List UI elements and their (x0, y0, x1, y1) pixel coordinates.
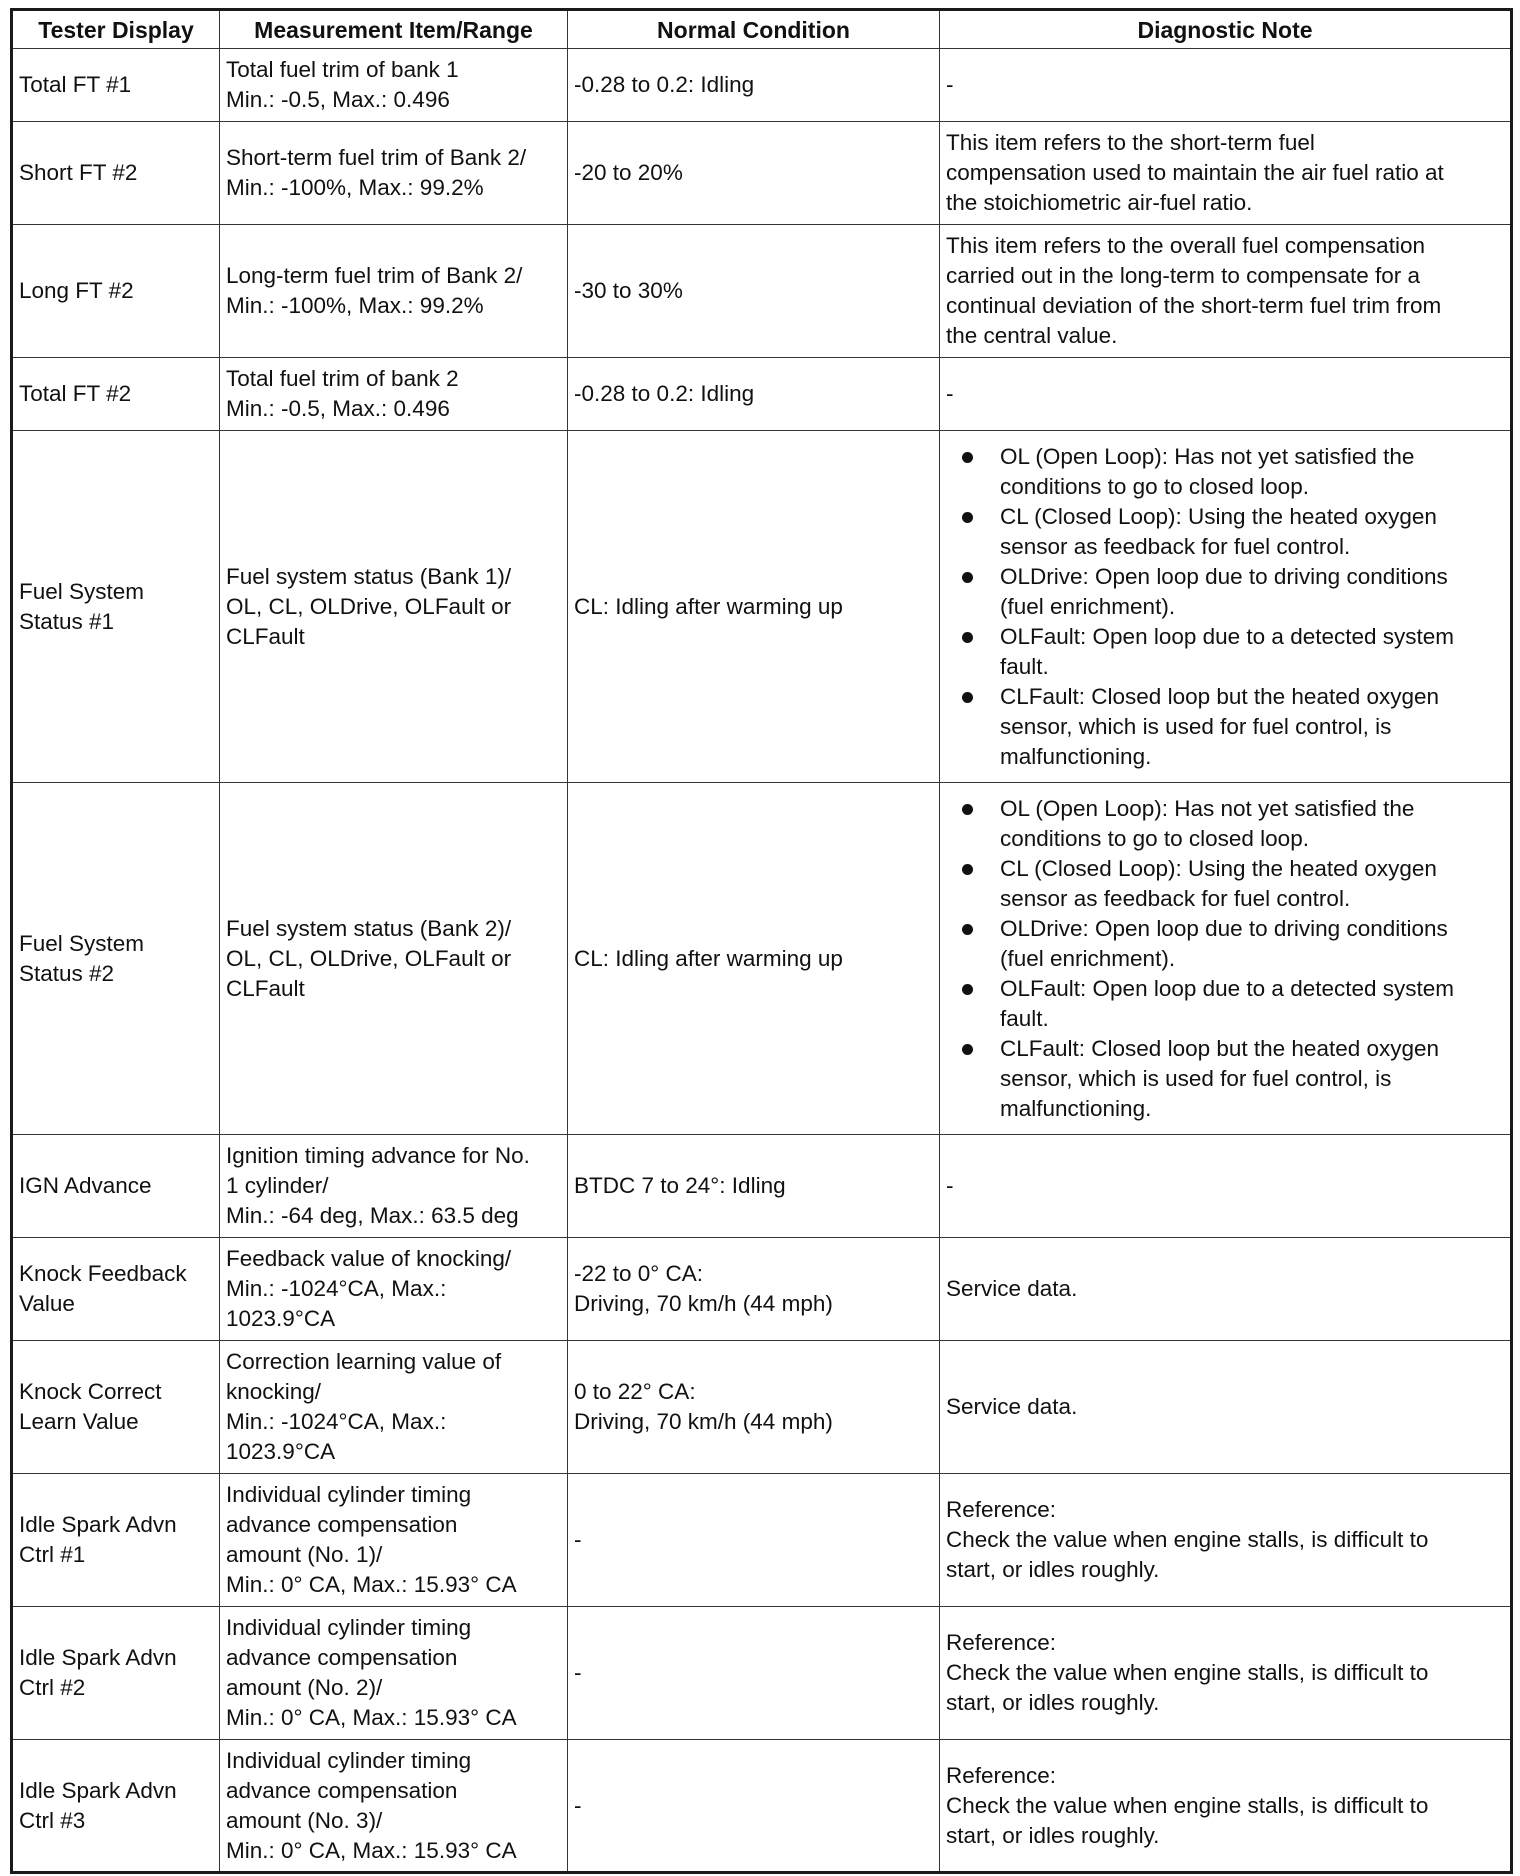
measurement-item-cell-line: Min.: -1024°CA, Max.: (226, 1409, 447, 1434)
measurement-item-cell-line: Ignition timing advance for No. (226, 1143, 530, 1168)
list-item (960, 622, 1504, 682)
diagnostic-note-cell (940, 1341, 1512, 1474)
normal-condition-cell (568, 1341, 940, 1474)
diagnostic-note-cell (940, 1607, 1512, 1740)
header-measurement-item: Measurement Item/Range (220, 10, 568, 49)
bullet-dot-icon (962, 1044, 973, 1055)
tester-display-cell-line: Fuel System (19, 930, 145, 956)
document-page (10, 8, 1510, 1868)
bullet-dot-icon (962, 572, 973, 583)
table-row (12, 358, 1512, 431)
list-item (960, 914, 1504, 974)
normal-condition-cell-line: -0.28 to 0.2: Idling (574, 381, 755, 406)
tester-display-cell-line: Short FT #2 (19, 160, 138, 185)
measurement-item-cell-line: Min.: -100%, Max.: 99.2% (226, 293, 484, 318)
header-normal-condition: Normal Condition (568, 10, 940, 49)
diagnostic-note-cell-line: Check the value when engine stalls, is difficult to (946, 1660, 1429, 1685)
diagnostic-note-cell-line: start, or idles roughly. (946, 1690, 1160, 1715)
measurement-item-cell (220, 1740, 568, 1873)
measurement-item-cell-line: Total fuel trim of bank 1 (226, 57, 459, 82)
measurement-item-cell-line: amount (No. 3)/ (226, 1807, 383, 1833)
normal-condition-cell-line: -20 to 20% (574, 160, 683, 185)
header-row (12, 10, 1512, 49)
normal-condition-cell-line: Driving, 70 km/h (44 mph) (574, 1409, 833, 1434)
measurement-item-cell (220, 1474, 568, 1607)
diagnostic-note-cell-line: This item refers to the short-term fuel (946, 130, 1315, 155)
diagnostic-note-cell-line: the stoichiometric air-fuel ratio. (946, 190, 1253, 215)
tester-display-cell-line: Knock Feedback (19, 1261, 187, 1286)
bullet-text-line: OL (Open Loop): Has not yet satisfied the (1000, 443, 1415, 469)
tester-display-cell-line: Status #1 (19, 608, 115, 634)
bullet-dot-icon (962, 864, 973, 875)
list-item (960, 1034, 1504, 1124)
bullet-dot-icon (962, 692, 973, 703)
diagnostic-note-cell (940, 49, 1512, 122)
diagnostic-note-cell-line: - (946, 72, 954, 97)
bullet-text-line: OL (Open Loop): Has not yet satisfied the (1000, 795, 1415, 821)
measurement-item-cell-line: Min.: -1024°CA, Max.: (226, 1276, 447, 1301)
measurement-item-cell-line: Long-term fuel trim of Bank 2/ (226, 263, 523, 288)
bullet-text-line: CLFault: Closed loop but the heated oxygen (1000, 683, 1440, 709)
tester-display-cell-line: Ctrl #3 (19, 1807, 86, 1833)
measurement-item-cell-line: OL, CL, OLDrive, OLFault or (226, 945, 512, 971)
normal-condition-cell-line: -0.28 to 0.2: Idling (574, 72, 755, 97)
diagnostic-note-cell (940, 1740, 1512, 1873)
bullet-text-line: fault. (1000, 653, 1049, 679)
diagnostic-note-cell-line: start, or idles roughly. (946, 1822, 1160, 1848)
bullet-text-line: conditions to go to closed loop. (1000, 825, 1309, 851)
measurement-item-cell-line: amount (No. 2)/ (226, 1675, 383, 1700)
measurement-item-cell-line: 1 cylinder/ (226, 1173, 329, 1198)
bullet-text-line: (fuel enrichment). (1000, 945, 1176, 971)
measurement-item-cell-line: Fuel system status (Bank 2)/ (226, 915, 512, 941)
table-row (12, 1607, 1512, 1740)
normal-condition-cell-line: -22 to 0° CA: (574, 1261, 704, 1286)
bullet-text-line: OLFault: Open loop due to a detected system (1000, 623, 1455, 649)
tester-display-cell-line: Idle Spark Advn (19, 1645, 177, 1670)
tester-display-cell (12, 1341, 220, 1474)
measurement-item-cell-line: Individual cylinder timing (226, 1482, 472, 1507)
diagnostic-note-cell-line: carried out in the long-term to compensate for a (946, 263, 1420, 288)
tester-display-cell (12, 431, 220, 783)
measurement-item-cell-line: Min.: -64 deg, Max.: 63.5 deg (226, 1203, 519, 1228)
header-diagnostic-note: Diagnostic Note (940, 10, 1512, 49)
tester-display-cell-line: IGN Advance (19, 1173, 152, 1198)
tester-display-cell (12, 1135, 220, 1238)
table-row (12, 1474, 1512, 1607)
list-item (960, 682, 1504, 772)
tester-display-cell-line: Fuel System (19, 578, 145, 604)
measurement-item-cell (220, 225, 568, 358)
bullet-text-line: CLFault: Closed loop but the heated oxygen (1000, 1035, 1440, 1061)
measurement-item-cell-line: CLFault (226, 623, 305, 649)
bullet-text-line: OLFault: Open loop due to a detected system (1000, 975, 1455, 1001)
measurement-item-cell (220, 1607, 568, 1740)
bullet-dot-icon (962, 924, 973, 935)
diagnostic-note-bullet-list (946, 794, 1504, 1124)
measurement-item-cell-line: Total fuel trim of bank 2 (226, 366, 459, 391)
diagnostic-note-cell-line: Check the value when engine stalls, is difficult to (946, 1527, 1429, 1552)
bullet-text-line: (fuel enrichment). (1000, 593, 1176, 619)
measurement-item-cell-line: amount (No. 1)/ (226, 1542, 383, 1567)
table-row (12, 783, 1512, 1135)
normal-condition-cell-line: - (574, 1527, 582, 1552)
tester-display-cell (12, 358, 220, 431)
table-row (12, 122, 1512, 225)
normal-condition-cell (568, 1238, 940, 1341)
normal-condition-cell (568, 1740, 940, 1873)
tester-display-cell-line: Ctrl #1 (19, 1542, 86, 1567)
normal-condition-cell-line: - (574, 1660, 582, 1685)
tester-display-cell (12, 1238, 220, 1341)
tester-display-cell (12, 49, 220, 122)
measurement-item-cell (220, 358, 568, 431)
bullet-text-line: conditions to go to closed loop. (1000, 473, 1309, 499)
measurement-item-cell-line: advance compensation (226, 1777, 458, 1803)
diagnostic-note-bullet-list (946, 442, 1504, 772)
normal-condition-cell-line: -30 to 30% (574, 278, 683, 303)
diagnostic-note-cell (940, 1474, 1512, 1607)
diagnostic-note-cell-line: Reference: (946, 1630, 1057, 1655)
list-item (960, 502, 1504, 562)
measurement-item-cell-line: Min.: 0° CA, Max.: 15.93° CA (226, 1572, 517, 1597)
bullet-dot-icon (962, 984, 973, 995)
tester-display-cell (12, 1607, 220, 1740)
diagnostic-note-cell-line: - (946, 1173, 954, 1198)
normal-condition-cell (568, 122, 940, 225)
diagnostic-note-cell-line: Service data. (946, 1394, 1078, 1419)
table-row (12, 49, 1512, 122)
data-list-table (10, 8, 1513, 1874)
bullet-text-line: sensor as feedback for fuel control. (1000, 533, 1351, 559)
tester-display-cell (12, 225, 220, 358)
bullet-text-line: malfunctioning. (1000, 743, 1152, 769)
diagnostic-note-cell (940, 1238, 1512, 1341)
diagnostic-note-cell-line: Check the value when engine stalls, is difficult to (946, 1792, 1429, 1818)
diagnostic-note-cell (940, 1135, 1512, 1238)
measurement-item-cell-line: OL, CL, OLDrive, OLFault or (226, 593, 512, 619)
list-item (960, 854, 1504, 914)
bullet-text-line: sensor as feedback for fuel control. (1000, 885, 1351, 911)
normal-condition-cell (568, 783, 940, 1135)
measurement-item-cell-line: 1023.9°CA (226, 1306, 336, 1331)
measurement-item-cell-line: Individual cylinder timing (226, 1747, 472, 1773)
list-item (960, 974, 1504, 1034)
measurement-item-cell-line: Feedback value of knocking/ (226, 1246, 512, 1271)
measurement-item-cell-line: 1023.9°CA (226, 1439, 336, 1464)
normal-condition-cell (568, 1135, 940, 1238)
tester-display-cell-line: Knock Correct (19, 1379, 162, 1404)
normal-condition-cell (568, 431, 940, 783)
diagnostic-note-cell (940, 358, 1512, 431)
measurement-item-cell-line: Individual cylinder timing (226, 1615, 472, 1640)
diagnostic-note-cell (940, 225, 1512, 358)
tester-display-cell-line: Ctrl #2 (19, 1675, 86, 1700)
list-item (960, 794, 1504, 854)
diagnostic-note-cell-line: the central value. (946, 323, 1118, 348)
tester-display-cell (12, 1740, 220, 1873)
measurement-item-cell-line: Correction learning value of (226, 1349, 502, 1374)
table-row (12, 1740, 1512, 1873)
table-row (12, 1341, 1512, 1474)
diagnostic-note-cell-line: - (946, 381, 954, 406)
normal-condition-cell-line: CL: Idling after warming up (574, 593, 843, 619)
diagnostic-note-cell-line: Reference: (946, 1497, 1057, 1522)
diagnostic-note-cell-line: Reference: (946, 1762, 1057, 1788)
measurement-item-cell (220, 431, 568, 783)
measurement-item-cell-line: Fuel system status (Bank 1)/ (226, 563, 512, 589)
measurement-item-cell-line: Min.: -0.5, Max.: 0.496 (226, 87, 450, 112)
normal-condition-cell (568, 358, 940, 431)
measurement-item-cell-line: advance compensation (226, 1512, 458, 1537)
diagnostic-note-cell-line: compensation used to maintain the air fuel ratio at (946, 160, 1444, 185)
normal-condition-cell-line: - (574, 1792, 582, 1818)
tester-display-cell-line: Learn Value (19, 1409, 139, 1434)
normal-condition-cell (568, 225, 940, 358)
normal-condition-cell-line: Driving, 70 km/h (44 mph) (574, 1291, 833, 1316)
diagnostic-note-cell-line: continual deviation of the short-term fuel trim from (946, 293, 1442, 318)
list-item (960, 442, 1504, 502)
bullet-text-line: sensor, which is used for fuel control, is (1000, 1065, 1392, 1091)
measurement-item-cell-line: CLFault (226, 975, 305, 1001)
bullet-dot-icon (962, 804, 973, 815)
bullet-text-line: malfunctioning. (1000, 1095, 1152, 1121)
list-item (960, 562, 1504, 622)
normal-condition-cell-line: 0 to 22° CA: (574, 1379, 696, 1404)
measurement-item-cell-line: Short-term fuel trim of Bank 2/ (226, 145, 527, 170)
measurement-item-cell (220, 1341, 568, 1474)
diagnostic-note-cell (940, 431, 1512, 783)
measurement-item-cell (220, 783, 568, 1135)
measurement-item-cell (220, 122, 568, 225)
diagnostic-note-cell-line: This item refers to the overall fuel compensation (946, 233, 1425, 258)
tester-display-cell-line: Value (19, 1291, 75, 1316)
bullet-dot-icon (962, 512, 973, 523)
bullet-text-line: CL (Closed Loop): Using the heated oxygen (1000, 503, 1437, 529)
diagnostic-note-cell-line: start, or idles roughly. (946, 1557, 1160, 1582)
bullet-text-line: CL (Closed Loop): Using the heated oxygen (1000, 855, 1437, 881)
measurement-item-cell-line: Min.: 0° CA, Max.: 15.93° CA (226, 1705, 517, 1730)
tester-display-cell-line: Total FT #2 (19, 381, 132, 406)
diagnostic-note-cell-line: Service data. (946, 1276, 1078, 1301)
diagnostic-note-cell (940, 783, 1512, 1135)
normal-condition-cell (568, 49, 940, 122)
measurement-item-cell (220, 1135, 568, 1238)
diagnostic-note-cell (940, 122, 1512, 225)
measurement-item-cell (220, 49, 568, 122)
tester-display-cell-line: Idle Spark Advn (19, 1777, 177, 1803)
measurement-item-cell-line: knocking/ (226, 1379, 322, 1404)
normal-condition-cell-line: CL: Idling after warming up (574, 945, 843, 971)
measurement-item-cell-line: Min.: -100%, Max.: 99.2% (226, 175, 484, 200)
tester-display-cell (12, 122, 220, 225)
table-row (12, 1238, 1512, 1341)
measurement-item-cell (220, 1238, 568, 1341)
measurement-item-cell-line: advance compensation (226, 1645, 458, 1670)
measurement-item-cell-line: Min.: 0° CA, Max.: 15.93° CA (226, 1837, 517, 1863)
table-row (12, 225, 1512, 358)
tester-display-cell-line: Long FT #2 (19, 278, 134, 303)
tester-display-cell-line: Total FT #1 (19, 72, 132, 97)
normal-condition-cell (568, 1474, 940, 1607)
bullet-text-line: fault. (1000, 1005, 1049, 1031)
bullet-dot-icon (962, 452, 973, 463)
bullet-dot-icon (962, 632, 973, 643)
normal-condition-cell-line: BTDC 7 to 24°: Idling (574, 1173, 786, 1198)
bullet-text-line: sensor, which is used for fuel control, is (1000, 713, 1392, 739)
bullet-text-line: OLDrive: Open loop due to driving conditions (1000, 915, 1448, 941)
tester-display-cell-line: Status #2 (19, 960, 115, 986)
header-tester-display: Tester Display (12, 10, 220, 49)
table-row (12, 1135, 1512, 1238)
tester-display-cell (12, 1474, 220, 1607)
measurement-item-cell-line: Min.: -0.5, Max.: 0.496 (226, 396, 450, 421)
tester-display-cell-line: Idle Spark Advn (19, 1512, 177, 1537)
table-row (12, 431, 1512, 783)
normal-condition-cell (568, 1607, 940, 1740)
bullet-text-line: OLDrive: Open loop due to driving conditions (1000, 563, 1448, 589)
tester-display-cell (12, 783, 220, 1135)
